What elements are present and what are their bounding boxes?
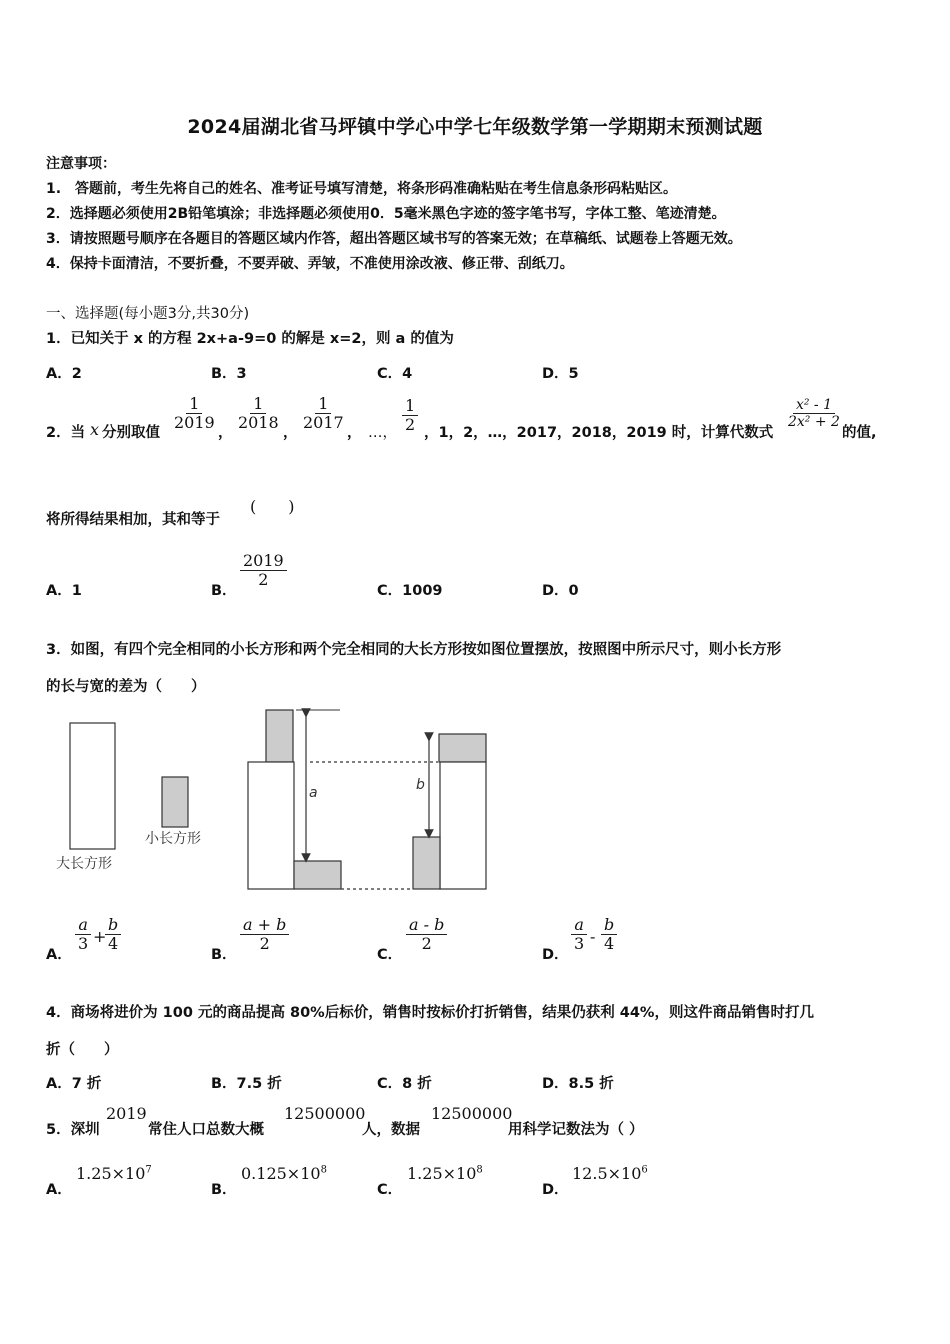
notice-item-2: 2．选择题必须使用2B铅笔填涂；非选择题必须使用0．5毫米黑色字迹的签字笔书写，字体工整、笔迹清楚。 — [46, 206, 726, 222]
q2-dots: …， — [368, 425, 397, 441]
q3-option-a-op: + — [93, 927, 107, 946]
q5-option-b-value — [241, 1164, 327, 1183]
q3-option-b-num: a + b — [240, 916, 289, 935]
q5-option-c-mantissa: 1.25×10 — [407, 1164, 477, 1183]
right-small-rectangle-bottom — [413, 837, 440, 889]
q3-option-d-num2: b — [601, 916, 617, 935]
q2-option-b-den: 2 — [258, 570, 269, 590]
q2-frac-4 — [402, 397, 418, 435]
q5-option-c-exponent: 8 — [476, 1164, 483, 1176]
q5-option-a-value — [76, 1164, 152, 1183]
q2-prefix: 2．当 — [46, 425, 86, 441]
q2-sep-1: ， — [218, 425, 233, 441]
q3-option-d-num1: a — [571, 916, 587, 935]
left-small-rectangle-bottom — [294, 861, 341, 889]
q2-expression-num: x² - 1 — [793, 397, 835, 414]
q4-stem-line1: 4．商场将进价为 100 元的商品提高 80%后标价，销售时按标价打折销售，结果仍获利 44%，则这件商品销售时打几 — [46, 1005, 814, 1021]
q5-option-d-exponent: 6 — [641, 1164, 648, 1176]
q2-list: ，1，2，…，2017，2018，2019 时，计算代数式 — [424, 425, 774, 441]
q2-sep-3: ， — [347, 425, 362, 441]
q3-option-c-frac — [406, 916, 447, 954]
q3-figure — [50, 705, 500, 900]
q1-stem: 1．已知关于 x 的方程 2x+a-9=0 的解是 x=2，则 a 的值为 — [46, 331, 454, 347]
q2-option-b-label: B． — [211, 583, 237, 599]
right-big-rectangle — [440, 762, 486, 889]
q5-part3: 人，数据 — [362, 1122, 420, 1138]
q5-option-c-label: C． — [377, 1182, 403, 1198]
q4-stem-line2: 折（ ） — [46, 1042, 119, 1058]
right-small-rectangle-top — [439, 734, 486, 762]
q3-option-b-label: B． — [211, 947, 237, 963]
q3-option-a-den1: 3 — [78, 934, 89, 954]
q3-option-a-den2: 4 — [108, 934, 119, 954]
q2-mid: 分别取值 — [102, 425, 160, 441]
q3-option-d-den2: 4 — [604, 934, 615, 954]
q5-part1: 5．深圳 — [46, 1122, 100, 1138]
q2-line2: 将所得结果相加，其和等于 — [46, 512, 220, 528]
q1-option-a: A．2 — [46, 366, 82, 382]
q2-expression-den: 2x² + 2 — [788, 414, 840, 431]
q3-option-a-frac2 — [105, 916, 121, 954]
q5-option-c-value — [407, 1164, 483, 1183]
q5-option-a-exponent: 7 — [145, 1164, 152, 1176]
q2-option-c: C．1009 — [377, 583, 443, 599]
legend-small-label: 小长方形 — [145, 831, 201, 847]
q5-part2: 常住人口总数大概 — [148, 1122, 264, 1138]
q2-option-d: D．0 — [542, 583, 579, 599]
q2-sep-2: ， — [283, 425, 298, 441]
q5-option-d-mantissa: 12.5×10 — [572, 1164, 642, 1183]
left-big-rectangle — [248, 762, 294, 889]
q3-option-d-label: D． — [542, 947, 569, 963]
q4-option-c: C．8 折 — [377, 1076, 432, 1092]
q5-option-b-exponent: 8 — [320, 1164, 327, 1176]
q3-option-b-frac — [240, 916, 289, 954]
q3-stem-line2: 的长与宽的差为（ ） — [46, 679, 206, 695]
notice-item-3: 3．请按照题号顺序在各题目的答题区域内作答，超出答题区域书写的答案无效；在草稿纸、试题卷上答题无效。 — [46, 231, 742, 247]
q3-stem-line1: 3．如图，有四个完全相同的小长方形和两个完全相同的大长方形按如图位置摆放，按照图中所示尺寸，则小长方形 — [46, 642, 782, 658]
legend-big-label: 大长方形 — [56, 856, 112, 872]
q2-frac-1-num: 1 — [186, 395, 202, 414]
legend-small-rectangle — [162, 777, 188, 827]
notice-heading: 注意事项： — [46, 156, 116, 172]
q3-option-d-frac1 — [571, 916, 587, 954]
q2-frac-2-num: 1 — [250, 395, 266, 414]
q2-frac-1 — [171, 395, 218, 433]
q5-part4: 用科学记数法为（ ） — [508, 1122, 644, 1138]
q3-option-d-op: - — [590, 927, 596, 946]
q2-option-a: A．1 — [46, 583, 82, 599]
q2-frac-3 — [300, 395, 347, 433]
notice-item-1: 1. 答题前，考生先将自己的姓名、准考证号填写清楚，将条形码准确粘贴在考生信息条形码粘贴区。 — [46, 181, 678, 197]
q3-option-d-frac2 — [601, 916, 617, 954]
q3-option-a-num2: b — [105, 916, 121, 935]
q4-option-b: B．7.5 折 — [211, 1076, 282, 1092]
q2-frac-2 — [235, 395, 282, 433]
q5-number-2: 12500000 — [431, 1104, 513, 1123]
q2-option-b-num: 2019 — [240, 552, 287, 571]
q2-var: x — [90, 420, 100, 439]
q5-option-a-label: A． — [46, 1182, 72, 1198]
page-title: 2024届湖北省马坪镇中学心中学七年级数学第一学期期末预测试题 — [187, 116, 763, 138]
q3-option-a-num1: a — [75, 916, 91, 935]
q2-frac-2-den: 2018 — [238, 413, 279, 433]
q5-option-d-label: D． — [542, 1182, 569, 1198]
q3-option-a-frac1 — [75, 916, 91, 954]
q5-number-1: 12500000 — [284, 1104, 366, 1123]
section-heading: 一、选择题(每小题3分,共30分) — [46, 306, 250, 322]
q4-option-d: D．8.5 折 — [542, 1076, 614, 1092]
q5-option-d-value — [572, 1164, 648, 1183]
q5-option-b-label: B． — [211, 1182, 237, 1198]
dimension-b-label: b — [416, 777, 425, 793]
q3-option-c-label: C． — [377, 947, 403, 963]
q5-year: 2019 — [106, 1104, 147, 1123]
q3-option-c-num: a - b — [406, 916, 447, 935]
q2-frac-4-num: 1 — [402, 397, 418, 416]
q2-option-b-frac — [240, 552, 287, 590]
q5-option-b-mantissa: 0.125×10 — [241, 1164, 321, 1183]
q1-option-c: C．4 — [377, 366, 413, 382]
q3-option-b-den: 2 — [259, 934, 270, 954]
dimension-a-label: a — [309, 785, 318, 801]
q1-option-d: D．5 — [542, 366, 579, 382]
q3-option-a-label: A． — [46, 947, 72, 963]
q2-frac-3-den: 2017 — [303, 413, 344, 433]
q3-option-d-den1: 3 — [574, 934, 585, 954]
q2-answer-paren: ( ) — [250, 497, 295, 516]
q2-frac-1-den: 2019 — [174, 413, 215, 433]
legend-big-rectangle — [70, 723, 115, 849]
q2-suffix: 的值, — [842, 425, 877, 441]
q2-expression — [785, 397, 843, 430]
q1-option-b: B．3 — [211, 366, 247, 382]
q2-frac-3-num: 1 — [315, 395, 331, 414]
q3-option-c-den: 2 — [421, 934, 432, 954]
notice-item-4: 4．保持卡面清洁，不要折叠，不要弄破、弄皱，不准使用涂改液、修正带、刮纸刀。 — [46, 256, 574, 272]
q4-option-a: A．7 折 — [46, 1076, 102, 1092]
q2-frac-4-den: 2 — [405, 415, 416, 435]
q5-option-a-mantissa: 1.25×10 — [76, 1164, 146, 1183]
left-small-rectangle-top — [266, 710, 293, 762]
